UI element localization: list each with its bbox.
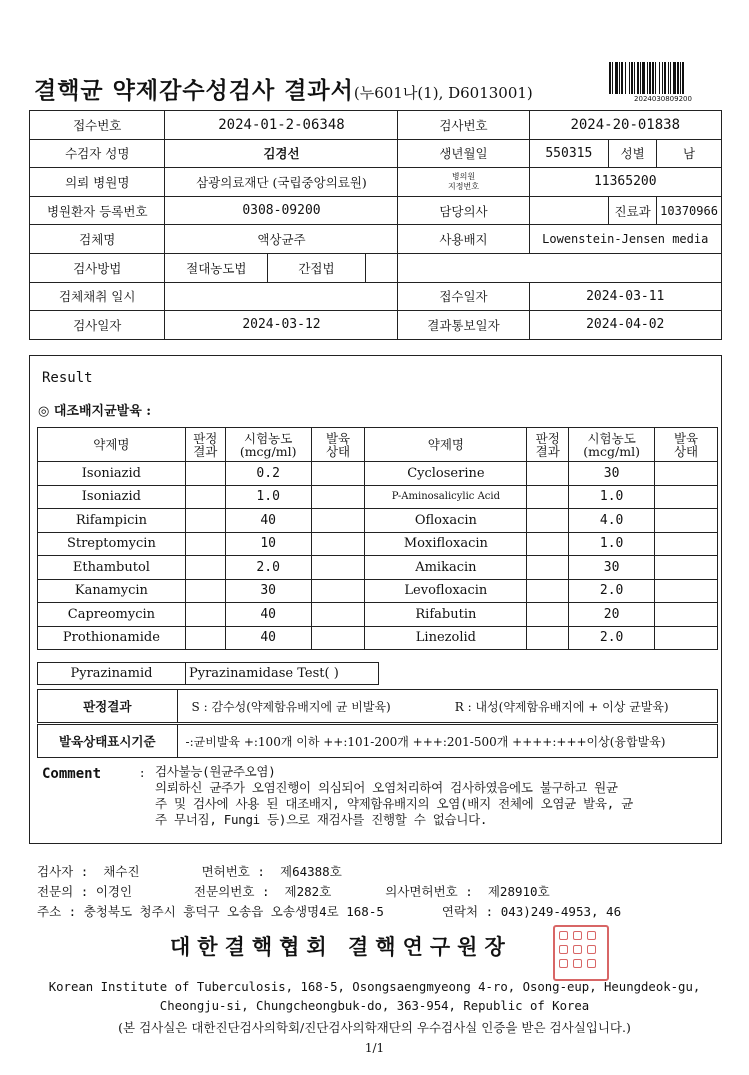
conc-right: 1.0 bbox=[569, 485, 655, 509]
drug-name-left: Prothionamide bbox=[38, 626, 186, 650]
growth-right bbox=[655, 509, 718, 533]
judge-right bbox=[527, 626, 569, 650]
receipt-date: 2024-03-11 bbox=[529, 282, 722, 311]
judge-right bbox=[527, 509, 569, 533]
growth-left bbox=[311, 579, 365, 603]
judge-left bbox=[185, 462, 225, 486]
drug-name-left: Streptomycin bbox=[38, 532, 186, 556]
conc-right: 20 bbox=[569, 603, 655, 627]
test-no-label: 검사번호 bbox=[398, 111, 529, 140]
drug-susceptibility-table bbox=[37, 427, 718, 650]
comment-line: 검사불능(원균주오염) bbox=[155, 764, 276, 779]
doctor-name bbox=[529, 196, 609, 225]
col-drug-right: 약제명 bbox=[365, 428, 527, 462]
birth-date: 550315 bbox=[529, 139, 609, 168]
method-empty bbox=[398, 253, 722, 282]
growth-left bbox=[311, 485, 365, 509]
drug-name-right: Rifabutin bbox=[365, 603, 527, 627]
hospital-name: 삼광의료재단 (국립중앙의료원) bbox=[165, 168, 398, 197]
specialist-no: 제282호 bbox=[284, 884, 332, 899]
specialist-line: 전문의 : 이경인 전문의번호 : 제282호 의사면허번호 : 제28910호 bbox=[37, 884, 550, 899]
judge-left bbox=[185, 556, 225, 580]
dept-value: 10370966 bbox=[657, 196, 722, 225]
pza-table bbox=[37, 662, 379, 685]
patient-info-table bbox=[29, 110, 722, 340]
comment-label: Comment bbox=[42, 766, 102, 782]
col-judge-left: 판정 결과 bbox=[185, 428, 225, 462]
dept-label: 진료과 bbox=[609, 196, 657, 225]
license-no: 제64388호 bbox=[280, 864, 342, 879]
growth-left bbox=[311, 603, 365, 627]
drug-name-left: Kanamycin bbox=[38, 579, 186, 603]
method-blank bbox=[365, 253, 398, 282]
table-row bbox=[38, 485, 718, 509]
collect-date-label: 검체채취 일시 bbox=[30, 282, 165, 311]
info-row bbox=[30, 196, 722, 225]
drug-name-left: Isoniazid bbox=[38, 485, 186, 509]
comment-body bbox=[155, 764, 715, 828]
info-row bbox=[30, 225, 722, 254]
pza-test: Pyrazinamidase Test( ) bbox=[186, 663, 379, 685]
barcode-number: 2024030809200 bbox=[634, 95, 692, 103]
patient-reg-label: 병원환자 등록번호 bbox=[30, 196, 165, 225]
institute-name: 대한결핵협회 결핵연구원장 bbox=[170, 934, 512, 959]
growth-label: 발육상태표시기준 bbox=[38, 725, 178, 758]
specimen-value: 액상균주 bbox=[165, 225, 398, 254]
judge-right bbox=[527, 532, 569, 556]
judge-row bbox=[38, 690, 718, 723]
info-row bbox=[30, 111, 722, 140]
judge-left bbox=[185, 485, 225, 509]
growth-right bbox=[655, 603, 718, 627]
control-growth-title: ◎ 대조배지균발육 : bbox=[38, 404, 152, 419]
info-row bbox=[30, 311, 722, 340]
table-row bbox=[38, 532, 718, 556]
report-subtitle: (누601나(1), D6013001) bbox=[353, 84, 533, 102]
result-title: Result bbox=[42, 370, 93, 386]
judge-right bbox=[527, 603, 569, 627]
judge-s-text: S : 감수성(약제함유배지에 균 비발육) bbox=[177, 690, 447, 723]
growth-right bbox=[655, 626, 718, 650]
judge-r-text: R : 내성(약제함유배지에 + 이상 균발육) bbox=[447, 690, 718, 723]
tester-line: 검사자 : 채수진 면허번호 : 제64388호 bbox=[37, 864, 342, 879]
conc-right: 30 bbox=[569, 462, 655, 486]
page-number: 1/1 bbox=[364, 1041, 385, 1055]
col-conc-right: 시험농도 (mcg/ml) bbox=[569, 428, 655, 462]
official-seal bbox=[553, 925, 609, 981]
collect-date bbox=[165, 282, 398, 311]
barcode-image bbox=[608, 62, 718, 94]
growth-left bbox=[311, 532, 365, 556]
judge-right bbox=[527, 462, 569, 486]
growth-right bbox=[655, 485, 718, 509]
pza-label: Pyrazinamid bbox=[38, 663, 186, 685]
method-indirect: 간접법 bbox=[268, 253, 366, 282]
growth-legend-text: -:균비발육 +:100개 이하 ++:101-200개 +++:201-500개 ++++:+++이상(융합발육) bbox=[177, 725, 717, 758]
patient-name: 김경선 bbox=[165, 139, 398, 168]
contact: 043)249-4953, 46 bbox=[500, 904, 622, 919]
conc-right: 2.0 bbox=[569, 626, 655, 650]
reception-no-label: 접수번호 bbox=[30, 111, 165, 140]
growth-right bbox=[655, 556, 718, 580]
doctor-label: 담당의사 bbox=[398, 196, 529, 225]
growth-row bbox=[38, 725, 718, 758]
drug-name-right: Ofloxacin bbox=[365, 509, 527, 533]
table-row bbox=[38, 462, 718, 486]
conc-left: 1.0 bbox=[225, 485, 311, 509]
info-row bbox=[30, 282, 722, 311]
hospital-code: 11365200 bbox=[529, 168, 722, 197]
comment-line: 주 및 검사에 사용 된 대조배지, 약제함유배지의 오염(배지 전체에 오염균 발육, 균 bbox=[155, 796, 633, 811]
judgement-legend bbox=[37, 689, 718, 758]
judge-label: 판정결과 bbox=[38, 690, 178, 723]
growth-left bbox=[311, 462, 365, 486]
conc-left: 0.2 bbox=[225, 462, 311, 486]
judge-right bbox=[527, 485, 569, 509]
growth-left bbox=[311, 556, 365, 580]
method-absolute: 절대농도법 bbox=[165, 253, 268, 282]
col-conc-left: 시험농도 (mcg/ml) bbox=[225, 428, 311, 462]
comment-colon: : bbox=[140, 766, 145, 781]
judge-left bbox=[185, 603, 225, 627]
report-date-label: 결과통보일자 bbox=[398, 311, 529, 340]
conc-left: 2.0 bbox=[225, 556, 311, 580]
growth-right bbox=[655, 462, 718, 486]
tester-name: 채수진 bbox=[103, 864, 140, 879]
english-address-2: Cheongju-si, Chungcheongbuk-do, 363-954, Republic of Korea bbox=[159, 999, 590, 1013]
drug-name-left: Capreomycin bbox=[38, 603, 186, 627]
judge-right bbox=[527, 556, 569, 580]
growth-left bbox=[311, 626, 365, 650]
comment-line: 주 무너짐, Fungi 등)으로 재검사를 진행할 수 없습니다. bbox=[155, 812, 488, 827]
col-drug-left: 약제명 bbox=[38, 428, 186, 462]
certification-note: (본 검사실은 대한진단검사의학회/진단검사의학재단의 우수검사실 인증을 받은 검사실입니다.) bbox=[118, 1020, 631, 1035]
address: 충청북도 청주시 흥덕구 오송읍 오송생명4로 168-5 bbox=[83, 904, 384, 919]
drug-name-left: Rifampicin bbox=[38, 509, 186, 533]
judge-left bbox=[185, 579, 225, 603]
hospital-label: 의뢰 병원명 bbox=[30, 168, 165, 197]
judge-left bbox=[185, 509, 225, 533]
conc-left: 40 bbox=[225, 509, 311, 533]
test-date-label: 검사일자 bbox=[30, 311, 165, 340]
doctor-license-no: 제28910호 bbox=[487, 884, 550, 899]
report-date: 2024-04-02 bbox=[529, 311, 722, 340]
sex-value: 남 bbox=[657, 139, 722, 168]
test-no: 2024-20-01838 bbox=[529, 111, 722, 140]
growth-right bbox=[655, 579, 718, 603]
conc-left: 30 bbox=[225, 579, 311, 603]
address-line: 주소 : 충청북도 청주시 흥덕구 오송읍 오송생명4로 168-5 연락처 : 043)249-4953, 46 bbox=[37, 904, 622, 919]
conc-left: 40 bbox=[225, 626, 311, 650]
conc-right: 4.0 bbox=[569, 509, 655, 533]
test-date: 2024-03-12 bbox=[165, 311, 398, 340]
birth-label: 생년월일 bbox=[398, 139, 529, 168]
drug-name-right: Moxifloxacin bbox=[365, 532, 527, 556]
hospital-code-label: 병의원 지정번호 bbox=[398, 168, 529, 197]
table-row bbox=[38, 626, 718, 650]
specimen-label: 검체명 bbox=[30, 225, 165, 254]
col-growth-right: 발육 상태 bbox=[655, 428, 718, 462]
growth-right bbox=[655, 532, 718, 556]
judge-left bbox=[185, 532, 225, 556]
sex-label: 성별 bbox=[609, 139, 657, 168]
info-row bbox=[30, 253, 722, 282]
patient-reg-no: 0308-09200 bbox=[165, 196, 398, 225]
growth-left bbox=[311, 509, 365, 533]
info-row bbox=[30, 168, 722, 197]
drug-name-right: Amikacin bbox=[365, 556, 527, 580]
report-title: 결핵균 약제감수성검사 결과서(누601나(1), D6013001) bbox=[34, 77, 533, 104]
result-section bbox=[29, 355, 722, 844]
reception-no: 2024-01-2-06348 bbox=[165, 111, 398, 140]
col-growth-left: 발육 상태 bbox=[311, 428, 365, 462]
patient-name-label: 수검자 성명 bbox=[30, 139, 165, 168]
drug-name-left: Isoniazid bbox=[38, 462, 186, 486]
method-label: 검사방법 bbox=[30, 253, 165, 282]
english-address-1: Korean Institute of Tuberculosis, 168-5, Osongsaengmyeong 4-ro, Osong-eup, Heungdeok-gu, bbox=[48, 980, 701, 994]
judge-right bbox=[527, 579, 569, 603]
table-header bbox=[38, 428, 718, 462]
drug-name-right: Levofloxacin bbox=[365, 579, 527, 603]
table-row bbox=[38, 579, 718, 603]
medium-label: 사용배지 bbox=[398, 225, 529, 254]
conc-right: 1.0 bbox=[569, 532, 655, 556]
table-row bbox=[38, 556, 718, 580]
medium-value: Lowenstein-Jensen media bbox=[529, 225, 722, 254]
table-row bbox=[38, 603, 718, 627]
comment-line: 의뢰하신 균주가 오염진행이 의심되어 오염처리하여 검사하였음에도 불구하고 원균 bbox=[155, 780, 618, 795]
receipt-date-label: 접수일자 bbox=[398, 282, 529, 311]
conc-left: 10 bbox=[225, 532, 311, 556]
conc-right: 30 bbox=[569, 556, 655, 580]
conc-left: 40 bbox=[225, 603, 311, 627]
col-judge-right: 판정 결과 bbox=[527, 428, 569, 462]
drug-name-right: Linezolid bbox=[365, 626, 527, 650]
info-row bbox=[30, 139, 722, 168]
conc-right: 2.0 bbox=[569, 579, 655, 603]
table-row bbox=[38, 509, 718, 533]
judge-left bbox=[185, 626, 225, 650]
drug-name-right: Cycloserine bbox=[365, 462, 527, 486]
drug-name-right: P-Aminosalicylic Acid bbox=[365, 485, 527, 509]
specialist-name: 이경인 bbox=[95, 884, 133, 899]
drug-name-left: Ethambutol bbox=[38, 556, 186, 580]
